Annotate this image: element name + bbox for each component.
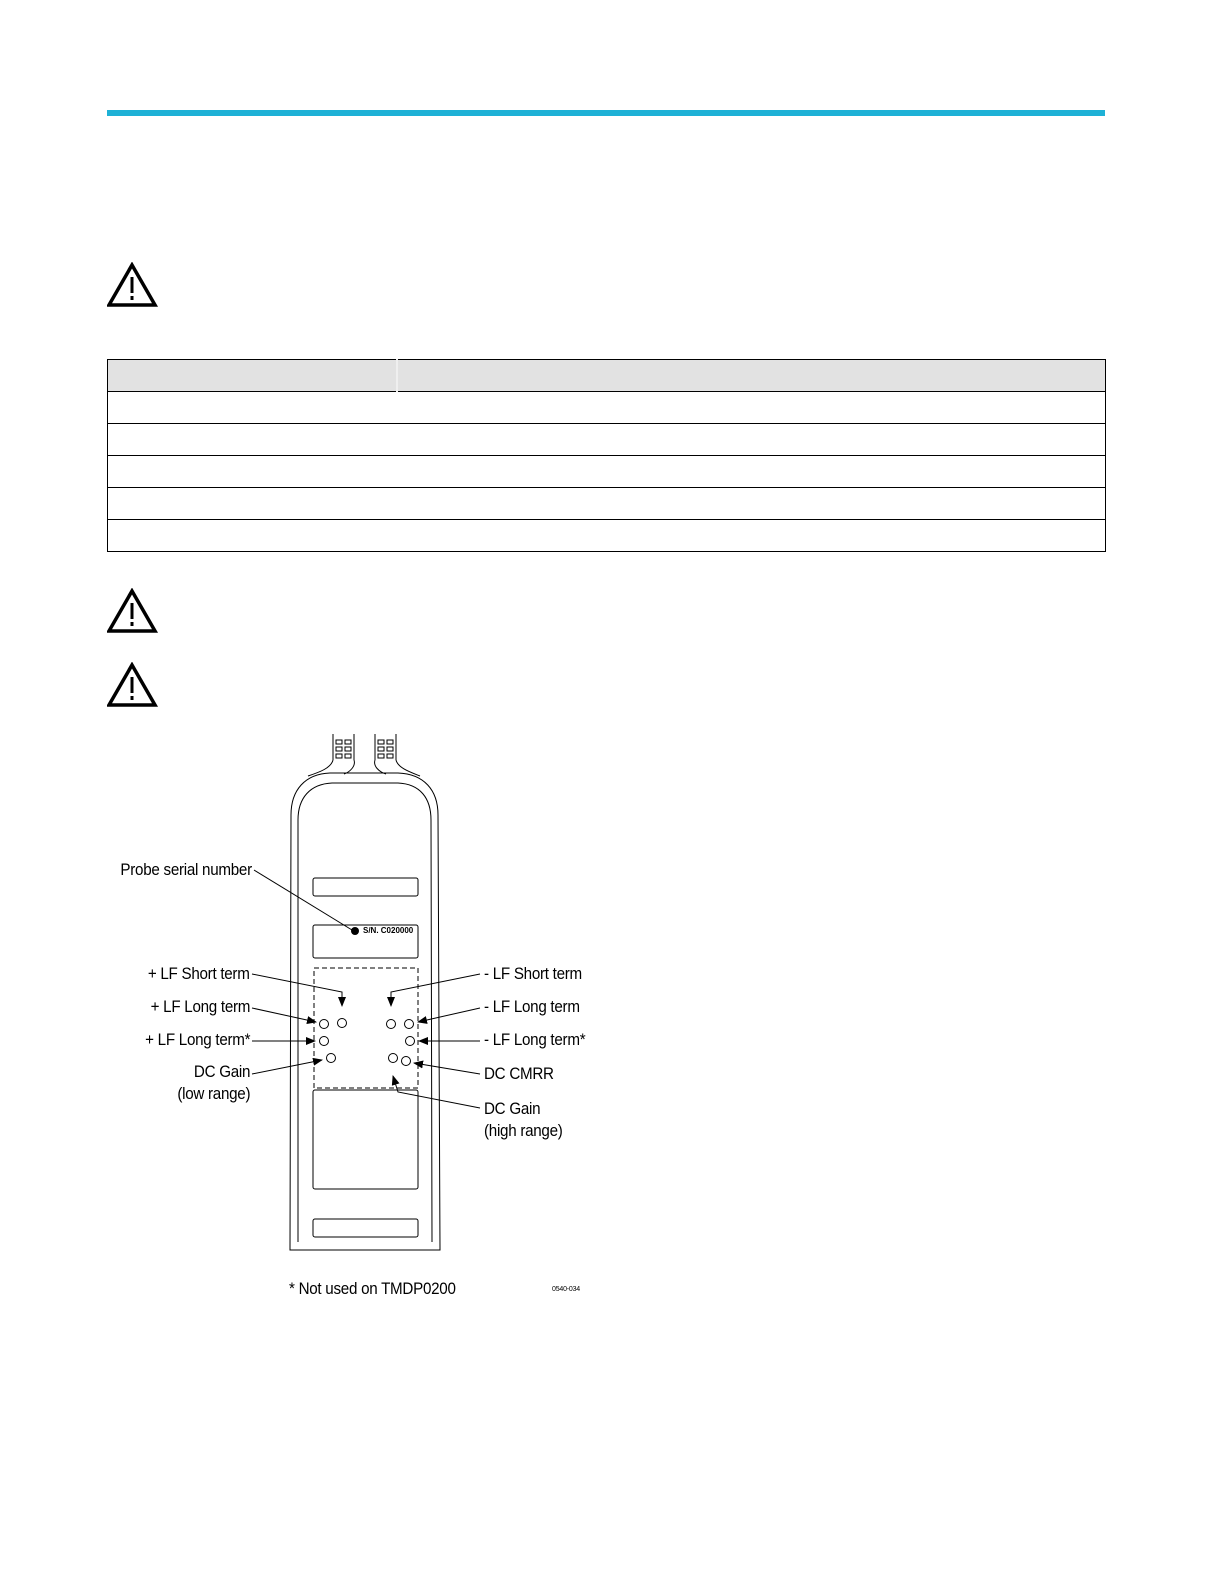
dc-cmrr-label: DC CMRR bbox=[484, 1065, 554, 1083]
figure-id: 0540-034 bbox=[552, 1286, 580, 1293]
dc-gain-low-label: DC Gain bbox=[193, 1063, 250, 1081]
table-row bbox=[108, 424, 1106, 456]
minus-lf-short-term-label: - LF Short term bbox=[484, 965, 582, 983]
table-row bbox=[108, 488, 1106, 520]
table-row bbox=[108, 392, 1106, 424]
table-header-cell bbox=[108, 360, 398, 392]
table-cell bbox=[397, 456, 1106, 488]
dc-gain-low-range-label: (low range) bbox=[177, 1085, 250, 1103]
plus-lf-long-term-star-label: + LF Long term* bbox=[144, 1031, 250, 1049]
footnote-text: * Not used on TMDP0200 bbox=[289, 1280, 456, 1298]
table-cell bbox=[397, 488, 1106, 520]
table-row bbox=[108, 520, 1106, 552]
minus-lf-long-term-label: - LF Long term bbox=[484, 998, 580, 1016]
warning-triangle-icon bbox=[107, 262, 159, 308]
probe-adjustment-figure bbox=[0, 720, 640, 1320]
table-cell bbox=[108, 488, 398, 520]
dc-gain-high-label: DC Gain bbox=[484, 1100, 541, 1118]
table-cell bbox=[397, 520, 1106, 552]
plus-lf-short-term-label: + LF Short term bbox=[148, 965, 250, 983]
plus-lf-long-term-label: + LF Long term bbox=[150, 998, 250, 1016]
table-cell bbox=[108, 424, 398, 456]
warning-triangle-icon bbox=[107, 662, 159, 708]
probe-body-drawing bbox=[0, 720, 640, 1320]
header-rule bbox=[107, 110, 1105, 116]
cable-connector-right bbox=[375, 734, 420, 776]
table-cell bbox=[397, 392, 1106, 424]
table-row bbox=[108, 456, 1106, 488]
probe-serial-number-label: Probe serial number bbox=[120, 861, 252, 879]
serial-number-text: S/N. C020000 bbox=[363, 926, 414, 935]
warning-triangle-icon bbox=[107, 588, 159, 634]
table-cell bbox=[397, 424, 1106, 456]
table-cell bbox=[108, 392, 398, 424]
specification-table bbox=[107, 359, 1106, 552]
table-header-cell bbox=[397, 360, 1106, 392]
minus-lf-long-term-star-label: - LF Long term* bbox=[484, 1031, 586, 1049]
table-header-row bbox=[108, 360, 1106, 392]
table-cell bbox=[108, 520, 398, 552]
dc-gain-high-range-label: (high range) bbox=[484, 1122, 563, 1140]
serial-dot bbox=[351, 927, 359, 935]
table-cell bbox=[108, 456, 398, 488]
cable-connector-left bbox=[308, 734, 354, 776]
